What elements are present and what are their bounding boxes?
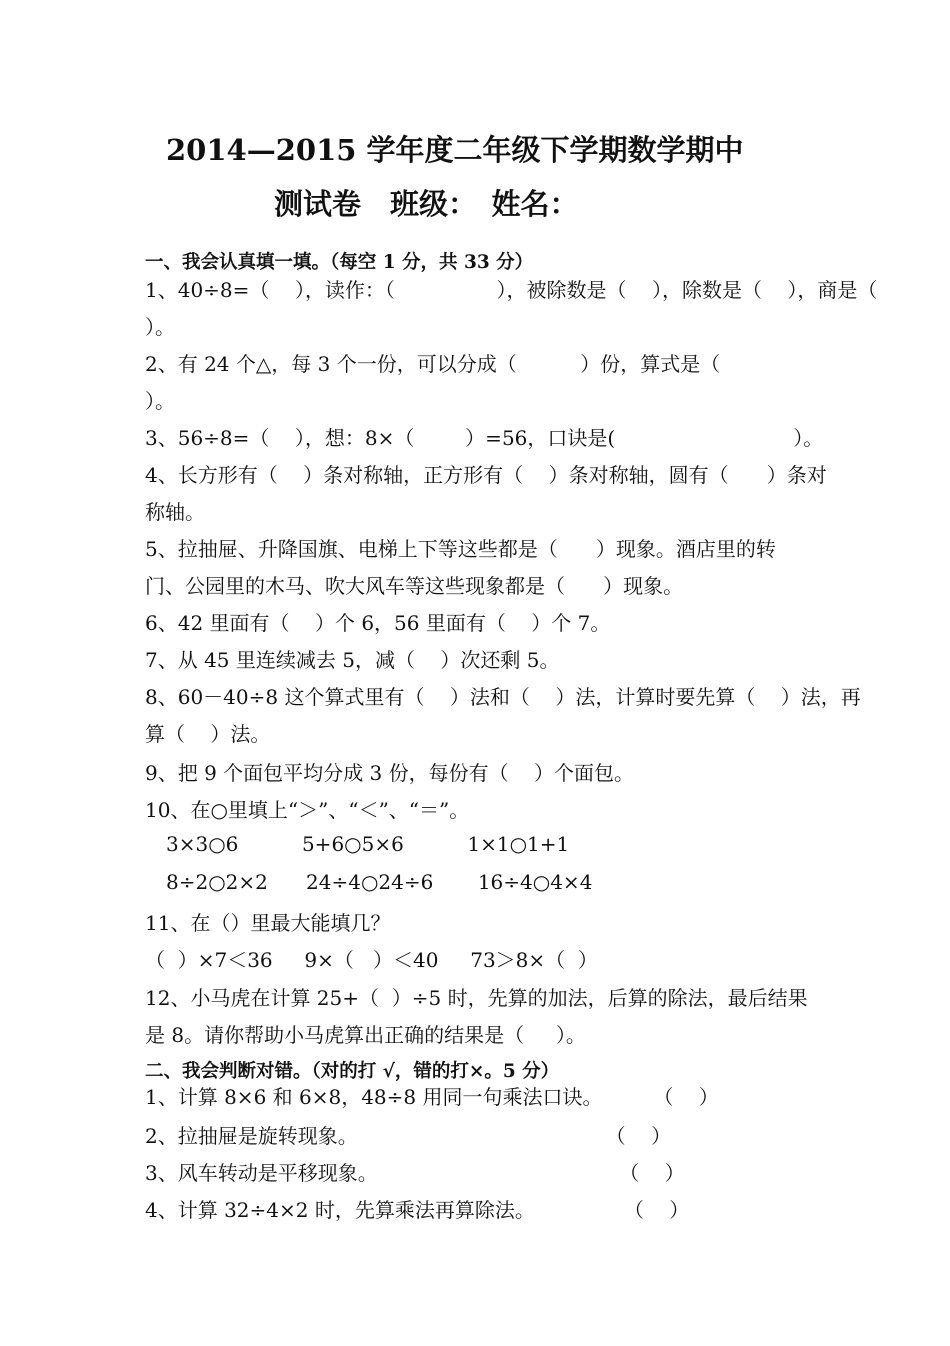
fill-row: （ ）×7＜36 9×（ ）＜40 73＞8×（ ） [145,948,598,972]
question-line: 10、在○里填上“＞”、“＜”、“＝”。 [145,798,470,822]
question-line: 12、小马虎在计算 25+（ ）÷5 时，先算的加法，后算的除法，最后结果 [145,986,808,1010]
question-line: ）。 [145,315,175,339]
question-line: 9、把 9 个面包平均分成 3 份，每份有（ ）个面包。 [145,761,635,785]
question-line: 4、长方形有（ ）条对称轴，正方形有（ ）条对称轴，圆有（ ）条对 [145,463,827,487]
judge-item: 3、风车转动是平移现象。 （ ） [145,1161,685,1185]
question-line: 8、60－40÷8 这个算式里有（ ）法和（ ）法，计算时要先算（ ）法，再 [145,685,861,709]
question-line: 5、拉抽屉、升降国旗、电梯上下等这些都是（ ）现象。酒店里的转 [145,537,776,561]
question-line: 1、40÷8=（ ），读作：（ ），被除数是（ ），除数是（ ），商是（ [145,278,878,302]
section2-heading: 二、我会判断对错。（对的打 √，错的打×。5 分） [145,1061,560,1082]
exam-title-line1: 2014—2015 学年度二年级下学期数学期中 [166,133,744,167]
question-line: 称轴。 [145,500,205,524]
question-line: 11、在（）里最大能填几？ [145,911,391,935]
judge-item: 1、计算 8×6 和 6×8，48÷8 用同一句乘法口诀。 （ ） [145,1085,719,1109]
judge-item: 2、拉抽屉是旋转现象。 （ ） [145,1124,672,1148]
question-line: 是 8。请你帮助小马虎算出正确的结果是（ ）。 [145,1023,586,1047]
compare-row: 3×3○6 5+6○5×6 1×1○1+1 [166,832,570,856]
question-line: 2、有 24 个△，每 3 个一份，可以分成（ ）份，算式是（ [145,352,721,376]
question-line: 3、56÷8=（ ），想：8×（ ）=56，口诀是( ）。 [145,426,824,450]
question-line: 算（ ）法。 [145,722,271,746]
judge-item: 4、计算 32÷4×2 时，先算乘法再算除法。 （ ） [145,1198,690,1222]
question-line: ）。 [145,389,175,413]
question-line: 门、公园里的木马、吹大风车等这些现象都是（ ）现象。 [145,574,684,598]
question-line: 6、42 里面有（ ）个 6，56 里面有（ ）个 7。 [145,611,611,635]
exam-title-line2: 测试卷 班级： 姓名： [274,187,579,221]
question-line: 7、从 45 里连续减去 5，减（ ）次还剩 5。 [145,648,560,672]
compare-row: 8÷2○2×2 24÷4○24÷6 16÷4○4×4 [166,870,593,894]
section1-heading: 一、我会认真填一填。（每空 1 分，共 33 分） [145,252,534,273]
